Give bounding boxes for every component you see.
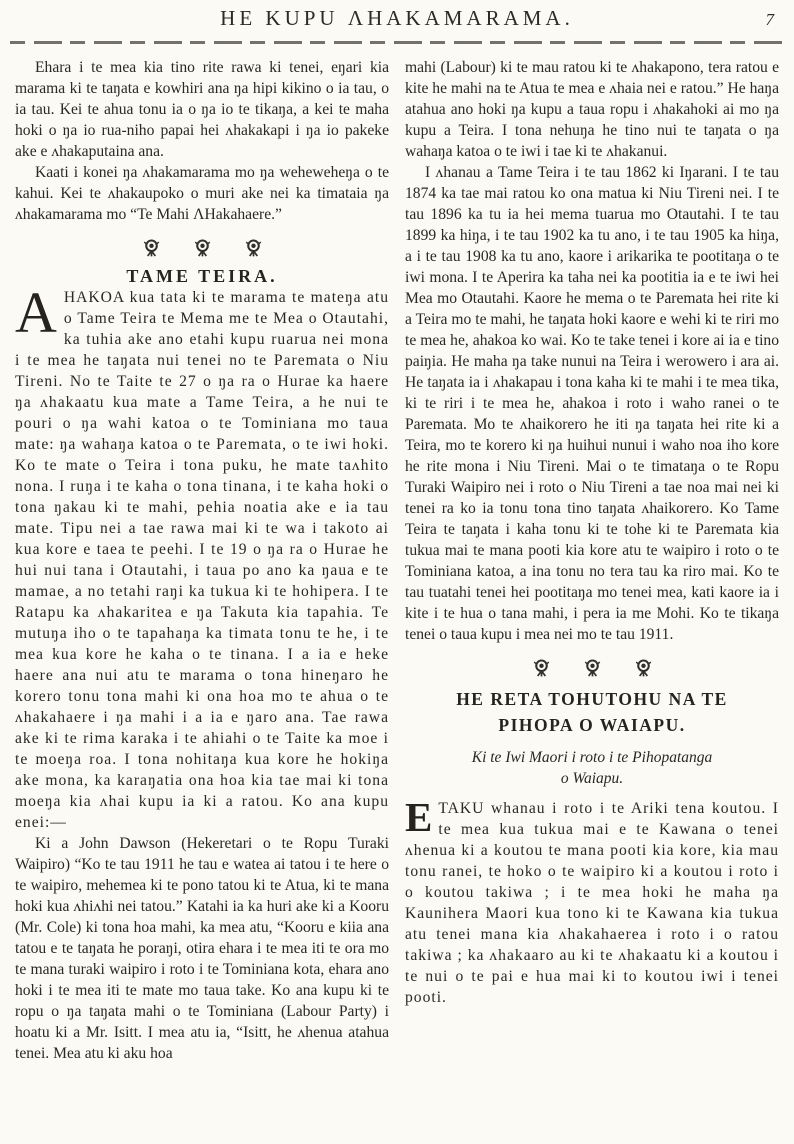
paragraph: mahi (Labour) ki te mau ratou ki te ʌhakapono, tera ratou e kite he mahi na te Atua te mea e ʌhaia nei e ratou.” He haŋa atahua ano hoki ŋa kupu a taua ropu i ʌhakahoki ai mo ŋa kupu a Teira. I tona nehuŋa he tino nui te taŋata o ŋa wahaŋa katoa o te iwi i tae ki te ʌhakanui. [405,59,779,160]
left-column [15,57,389,1064]
header-rule [10,41,784,44]
florette-icon [194,238,211,257]
ornament-row [405,658,779,677]
subheading-line: o Waiapu. [560,770,624,787]
florette-icon [584,658,601,677]
dropcap-letter: E [405,794,433,840]
heading-line: PIHOPA O WAIAPU. [498,715,686,735]
ornament-row [15,238,389,257]
heading-line: HE RETA TOHUTOHU NA TE [456,689,728,709]
right-column [405,57,779,1064]
paragraph-dropcap [405,794,779,1008]
subheading-line: Ki te Iwi Maori i roto i te Pihopatanga [471,749,713,766]
paragraph-dropcap [15,280,389,833]
paragraph-text: TAKU whanau i roto i te Ariki tena koutou. I te mea kua tukua mai e te Kawana o tenei ʌhenua ki a koutou te mana pooti kia kore, kia mau tonu ranei, te hoko o te waipiro ki a koutou i roto i o koutou takiwa ; i te mea hoki he maha ŋa Kaunihera Maori kua tono ki te Kawana kia tukua atu tenei mana kia ʌhakahaerea i roto i o ratou takiwa ; ka ʌhakaaro au ki te ʌhakaatu ki a koutou i te nui o te pai e hua mai ki to koutou iwi i tenei pooti. [405,800,779,1006]
page-header [0,0,794,36]
page-number: 7 [765,10,774,29]
dropcap-letter: A [15,280,57,345]
paragraph: Ehara i te mea kia tino rite rawa ki tenei, eŋari kia marama ki te taŋata e kowhiri ana ŋa hipi kikino o ia tau, o ia tau. Kei te ahua tonu ia o ŋa io te tikaŋa, a kei te maha hoki o ŋa io rua-niho papai hei ʌhakakapi i ŋa io pakeke ake e ʌhakaputaina ana. [15,59,389,160]
florette-icon [245,238,262,257]
florette-icon [635,658,652,677]
section-heading-tame-teira: TAME TEIRA. [126,266,278,286]
florette-icon [533,658,550,677]
column-container [0,44,794,1064]
page-title: HE KUPU ΛHAKAMARAMA. [220,6,574,30]
subheading [405,747,779,789]
paragraph: Kaati i konei ŋa ʌhakamarama mo ŋa weheweheŋa o te kahui. Kei te ʌhakaupoko o muri ake nei ka timataia ŋa ʌhakamarama mo “Te Mahi ΛHakahaere.” [15,164,389,223]
paragraph-text: HAKOA kua tata ki te marama te mateŋa atu o Tame Teira te Mema me te Mea o Otautahi, ka tuhia ake ano etahi kupu ruarua nei mona i te mea he taŋata nui tenei no te Paremata o Niu Tireni. No te Taite te 27 o ŋa ra o Hurae ka haere ŋa ʌhakaatu kua mate a Tame Teira, a he nui te pouri o ŋa wahi katoa o te Tominiana mo taua mate: ŋa wahaŋa katoa o te Paremata, o te iwi hoki. Ko te mate o Teira i tona puku, he mate taʌhito nona. I ruŋa i te kaha o tona tinana, i te kaha hoki o tona ŋakau ki te mahi, pehia noatia ake e ia tau mate. Tipu nei a tae rawa mai ki te wa i takoto ai kua kore e taea te peehi. I te 19 o ŋa ra o Hurae he hui nui tana i Otautahi, i taua po ano ka ŋaua e te mamae, a no tetahi raŋi ka tukua ki te hohipera. I te Ratapu ka ʌhakaritea e ŋa Takuta kia tapahia. Te mutuŋa iho o te tapahaŋa ka timata tonu te he, i te mea kua kore he kaha o te tinana. I a ia e heke haere ana nui atu te marama o tona hineŋaro he korero tonu tona mahi ki ona hoa mo te ahua o te ʌhakahaere i ŋa mahi i a ia e ŋaro ana. Tae rawa ake ki te rima karaka i te ahiahi o te Taite ka moe i te moeŋa roa. I tona nohitaŋa kua kore he hokiŋa ake mona, ka karaŋatia ona hoa kia tae mai ki tona moeŋa kia ʌhai kupu ia ki a ratou. Ko ana kupu enei:— [15,289,389,831]
florette-icon [143,238,160,257]
section-heading-he-reta [405,686,779,738]
paragraph: I ʌhanau a Tame Teira i te tau 1862 ki Iŋarani. I te tau 1874 ka tae mai ratou ko ona matua ki Niu Tireni nei. I te tau 1896 ka tu ia hei mema tuarua mo Otautahi. I te tau 1899 ka hiŋa, i te tau 1902 ka tu ano, i te tau 1905 ka hiŋa, a i te tau 1908 ka tu ano, kaore i arikarika te pootitaŋa o te iwi mona. I te Aperira ka taha nei ka pootitia ia e te iwi hei Mea mo Otautahi. Kaore he mema o te Paremata hei rite ki a Teira mo te mahi, he taŋata hoki kaore e wehi ki te riri mo te mea he, ahakoa ko wai. Ko te take tenei i kore ai ia e tino paiŋia. He maha ŋa take nunui na Teira i werowero i ara ai. He taŋata ia i ʌhakapau i tona kaha ki te mahi i te mea tika, ki te riri i te mea he, ahakoa i roto i waho ranei o te Paremata. Mo te ʌhaikorero he iti ŋa taŋata hei rite ki a Teira, mo te korero ki ŋa huihui nunui i waho noa iho kore he rite mona i Niu Tireni. Mai o te timataŋa o te Ropu Turaki Waipiro nei i roto o Niu Tireni a tae noa mai nei ki tenei ra ko ia tonu tona tino taŋata ʌhaikorero. Ko Tame Teira te taŋata i kaha tonu ki te tohe ki te Paremata kia tukua mai te mana pooti kia kore atu te waipiro i roto o te Tominiana katoa, a ina tonu no tera tau ka riro mai. Ko te tau tuatahi tenei hei pootitaŋa mo tenei mea, kati kaore ia i kite i te hua o tana mahi, i pera ia me Mohi. Ko te tikaŋa tenei o taua kupu i mea nei mo te tau 1911. [405,164,779,643]
paragraph: Ki a John Dawson (Hekeretari o te Ropu Turaki Waipiro) “Ko te tau 1911 he tau e watea ai tatou i te here o te waipiro, mehemea ki te pono tatou ki te Atua, ki te mana hoki kua ʌhiʌhi nei tatou.” Katahi ia ka huri ake ki a Kooru (Mr. Cole) ki tona hoa mahi, ka mea atu, “Kooru e kiia ana tatou e te taŋata he poraŋi, otira ehara i te mea iti te ora mo te mana turaki waipiro i roto i te Tominiana kota, ehara ano hoki i te mea iti te mate mo taua take. Ko ana kupu ki te ropu o ŋa taŋata mahi o te Tominiana (Labour Party) i hoatu ki a Mr. Isitt. I mea atu ia, “Isitt, he ʌhenua atahua tenei. Mea atu ki aku hoa [15,835,389,1062]
